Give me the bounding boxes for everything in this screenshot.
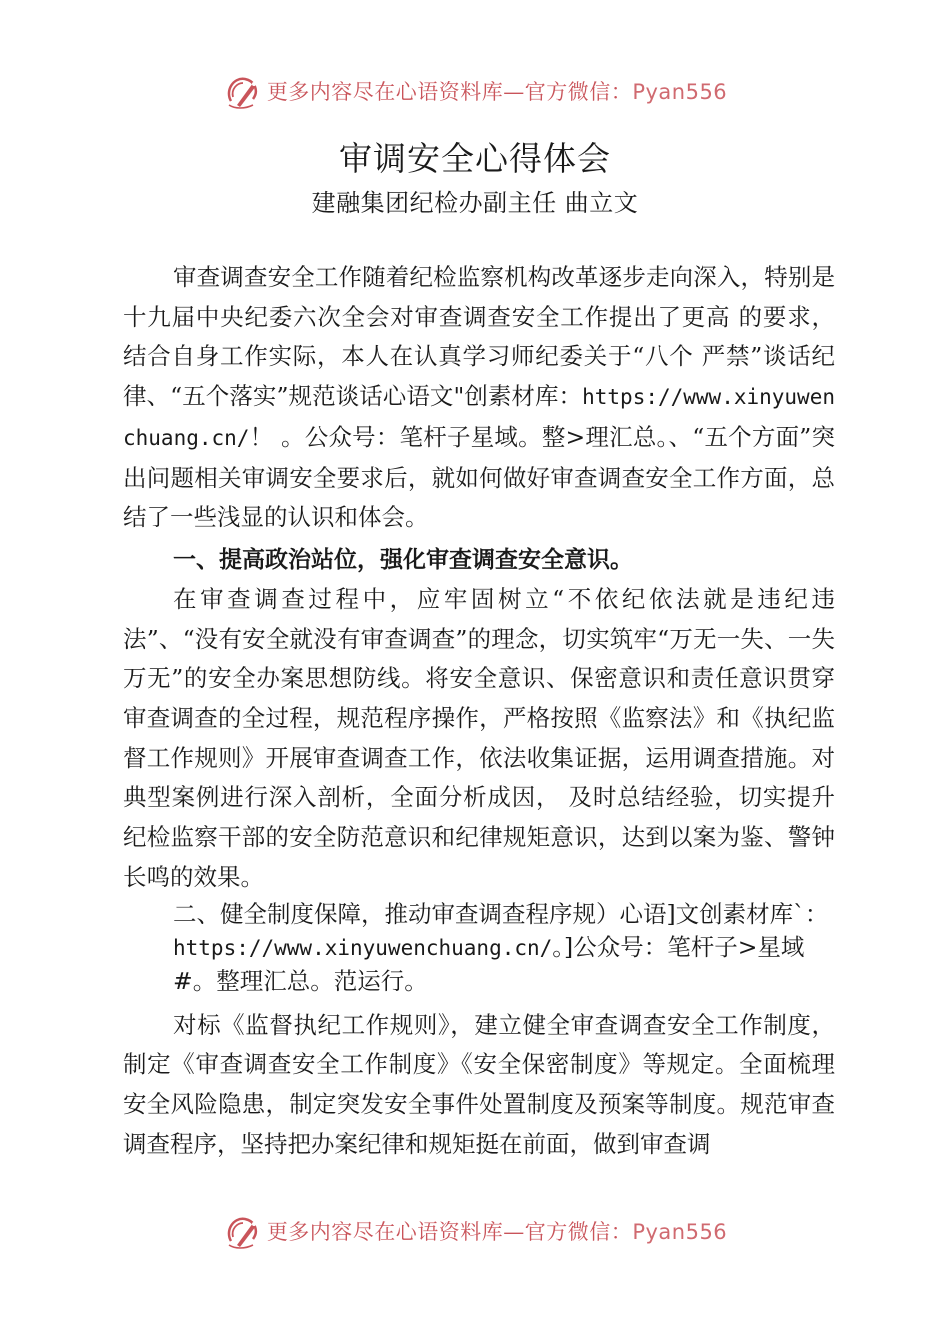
document-title: 审调安全心得体会 xyxy=(339,139,611,178)
paragraph-intro-text-a: 审查调查安全工作随着纪检监察机构改革逐步走向深入，特别是十九届中央纪委六次全会对审查调查安全工作提出了更高 的要求，结合自身工作实际，本人在认真学习师纪委关于“八个 严禁”谈话纪律、“五个落实”规范谈话心语文"创素材库： xyxy=(123,263,835,411)
section-heading-1: 一、提高政治站位，强化审查调查安全意识。 xyxy=(173,546,633,573)
spacer xyxy=(123,998,835,1006)
banner-text xyxy=(267,1216,727,1246)
footer-banner xyxy=(0,1206,950,1256)
paragraph-section-2: 对标《监督执纪工作规则》，建立健全审查调查安全工作制度，制定《审查调查安全工作制度》《安全保密制度》等规定。全面梳理安全风险隐患，制定突发安全事件处置制度及预案等制度。规范审查调查程序，坚持把办案纪律和规矩挺在前面，做到审查调 xyxy=(123,1010,835,1158)
document-subtitle: 建融集团纪检办副主任 曲立文 xyxy=(311,189,639,217)
document-body xyxy=(123,258,835,1164)
pen-nib-swirl-icon xyxy=(223,1211,263,1251)
section-heading-2 xyxy=(123,898,835,998)
paragraph-intro-url: https://www.xinyuwenchuang.cn/ xyxy=(123,385,835,450)
banner-handle: Pyan556 xyxy=(632,80,728,104)
section-heading-2-text-a: 二、健全制度保障，推动审查调查程序规）心语]文创素材库`： xyxy=(173,899,829,928)
banner-label: 更多内容尽在心语资料库—官方微信： xyxy=(266,80,633,104)
paragraph-section-1: 在审查调查过程中，应牢固树立“不依纪依法就是违纪违法”、“没有安全就没有审查调查”的理念，切实筑牢“万无一失、一失万无”的安全办案思想防线。将安全意识、保密意识和责任意识贯穿审查调查的全过程，规范程序操作，严格按照《监察法》和《执纪监督工作规则》开展审查调查工作，依法收集证据，运用调查措施。对典型案例进行深入剖析，全面分析成因， 及时总结经验，切实提升纪检监察干部的安全防范意识和纪律规矩意识，达到以案为鉴、警钟长鸣的效果。 xyxy=(123,584,835,891)
paragraph-intro xyxy=(123,258,835,538)
header-banner xyxy=(0,66,950,116)
banner-handle: Pyan556 xyxy=(632,1220,728,1244)
pen-nib-swirl-icon xyxy=(223,71,263,111)
paragraph-intro-text-b: ！ 。公众号：笔杆子星域。整>理汇总。、“五个方面”突出问题相关审调安全要求后，就如何做好审查调查安全工作方面，总 结了一些浅显的认识和体会。 xyxy=(123,422,835,532)
section-heading-2-url: https://www.xinyuwenchuang.cn/ xyxy=(173,935,553,960)
section-heading-2-text-b: 。]公众号：笔杆子>星域#。整理汇总。范运行。 xyxy=(173,932,805,995)
banner-label: 更多内容尽在心语资料库—官方微信： xyxy=(266,1220,633,1244)
banner-text xyxy=(267,76,727,106)
